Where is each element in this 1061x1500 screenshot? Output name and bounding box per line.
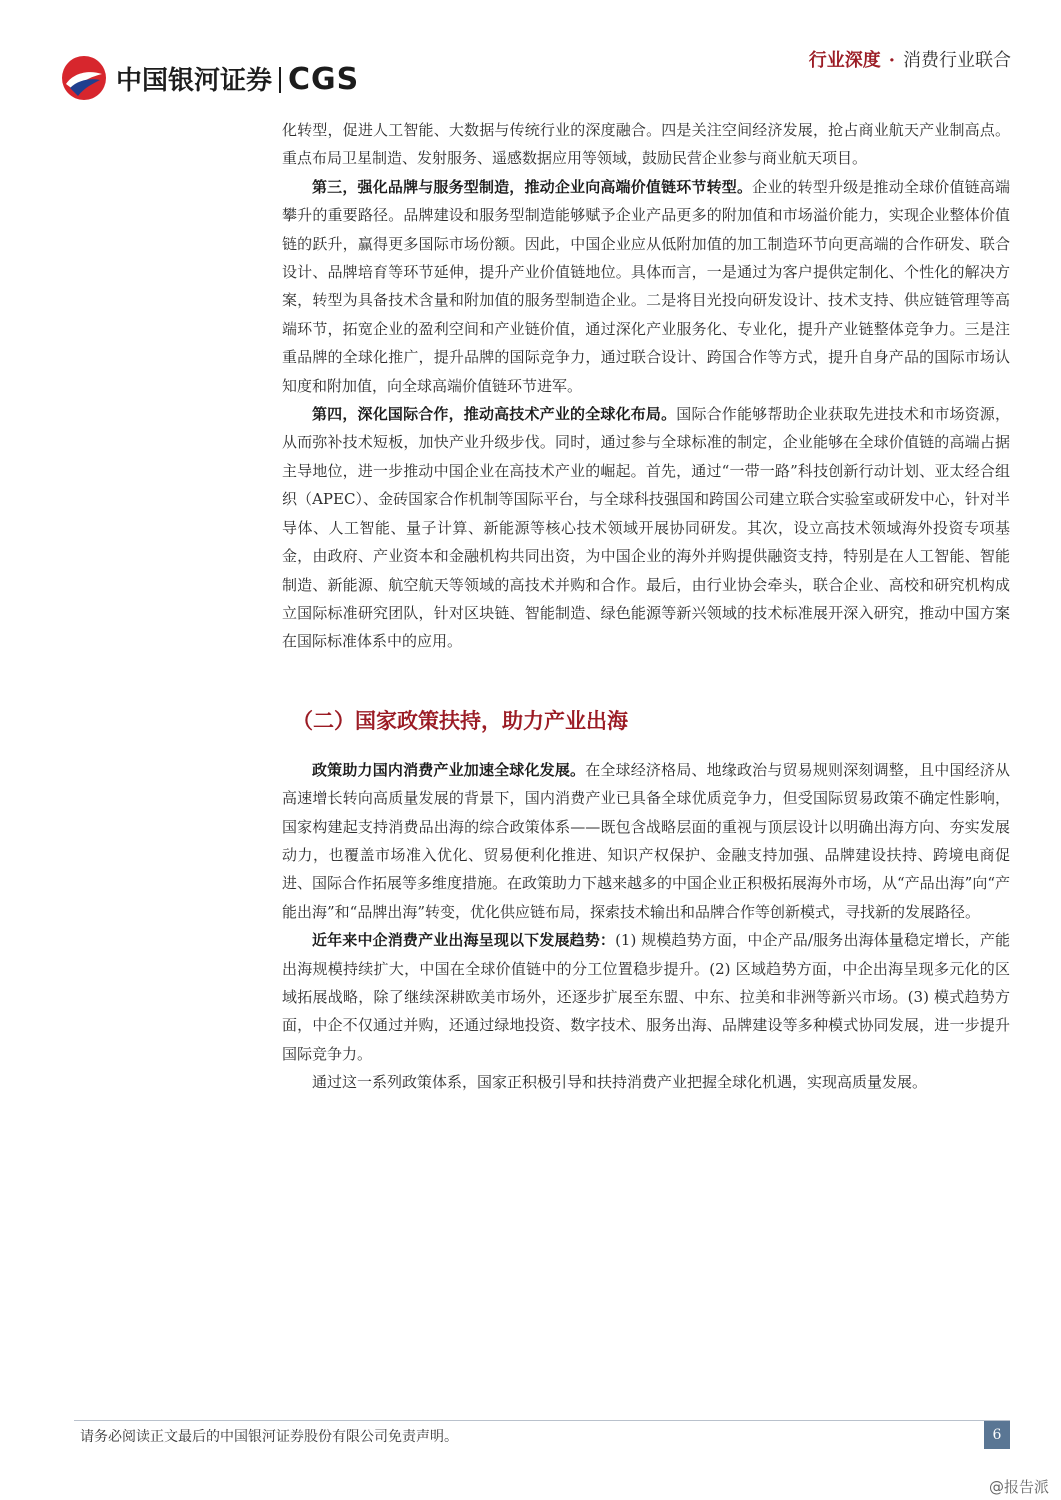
paragraph-policy (282, 756, 1010, 926)
paragraph-lead: 政策助力国内消费产业加速全球化发展。 (312, 760, 586, 779)
footer-disclaimer: 请务必阅读正文最后的中国银河证券股份有限公司免责声明。 (80, 1429, 458, 1445)
logo-wordmark (116, 60, 359, 97)
logo-cn-text: 中国银河证券 (116, 65, 273, 96)
paragraph-conclusion: 通过这一系列政策体系，国家正积极引导和扶持消费产业把握全球化机遇，实现高质量发展。 (312, 1073, 928, 1092)
paragraph-third-point (282, 173, 1010, 400)
paragraph-fourth-point (282, 400, 1010, 656)
section-heading: （二）国家政策扶持，助力产业出海 (292, 707, 628, 733)
logo-en-text: CGS (288, 61, 360, 97)
report-category: 行业深度 (808, 50, 881, 71)
document-body (282, 116, 1010, 1097)
paragraph-trends (282, 926, 1010, 1068)
paragraph-lead: 近年来中企消费产业出海呈现以下发展趋势： (312, 931, 616, 950)
logo-divider (279, 67, 281, 93)
page-number: 6 (984, 1421, 1010, 1449)
paragraph-continued: 化转型，促进人工智能、大数据与传统行业的深度融合。四是关注空间经济发展，抢占商业航天产业制高点。重点布局卫星制造、发射服务、遥感数据应用等领域，鼓励民营企业参与商业航天项目。 (282, 121, 1010, 168)
paragraph-lead: 第四，深化国际合作，推动高技术产业的全球化布局。 (312, 405, 677, 424)
report-subcategory: 消费行业联合 (903, 50, 1011, 71)
paragraph-text: 国际合作能够帮助企业获取先进技术和市场资源，从而弥补技术短板，加快产业升级步伐。同时，通过参与全球标准的制定，企业能够在全球价值链的高端占据主导地位，进一步推动中国企业在高技术产业的崛起。首先，通过“一带一路”科技创新行动计划、亚太经合组织（APEC）、金砖国家合作机制等国际平台，与全球科技强国和跨国公司建立联合实验室或研发中心，针对半导体、人工智能、量子计算、新能源等核心技术领域开展协同研发。其次，设立高技术领域海外投资专项基金，由政府、产业资本和金融机构共同出资，为中国企业的海外并购提供融资支持，特别是在人工智能、智能制造、新能源、航空航天等领域的高技术并购和合作。最后，由行业协会牵头，联合企业、高校和研究机构成立国际标准研究团队，针对区块链、智能制造、绿色能源等新兴领域的技术标准展开深入研究，推动中国方案在国际标准体系中的应用。 (282, 405, 1010, 651)
footer-divider (74, 1420, 1010, 1421)
paragraph-text: 企业的转型升级是推动全球价值链高端攀升的重要路径。品牌建设和服务型制造能够赋予企业产品更多的附加值和市场溢价能力，实现企业整体价值链的跃升，赢得更多国际市场份额。因此，中国企业应从低附加值的加工制造环节向更高端的合作研发、联合设计、品牌培育等环节延伸，提升产业价值链地位。具体而言，一是通过为客户提供定制化、个性化的解决方案，转型为具备技术含量和附加值的服务型制造企业。二是将目光投向研发设计、技术支持、供应链管理等高端环节，拓宽企业的盈利空间和产业链价值，通过深化产业服务化、专业化，提升产业链整体竞争力。三是注重品牌的全球化推广，提升品牌的国际竞争力，通过联合设计、跨国合作等方式，提升自身产品的国际市场认知度和附加值，向全球高端价值链环节进军。 (282, 177, 1010, 395)
paragraph-lead: 第三，强化品牌与服务型制造，推动企业向高端价值链环节转型。 (312, 177, 753, 196)
paragraph-text: (1) 规模趋势方面，中企产品/服务出海体量稳定增长，产能出海规模持续扩大，中国在全球价值链中的分工位置稳步提升。(2) 区域趋势方面，中企出海呈现多元化的区域拓展战略，除了继续深耕欧美市场外，还逐步扩展至东盟、中东、拉美和非洲等新兴市场。(3) 模式趋势方面，中企不仅通过并购，还通过绿地投资、数字技术、服务出海、品牌建设等多种模式协同发展，进一步提升国际竞争力。 (282, 931, 1010, 1063)
company-logo (60, 52, 390, 104)
cgs-logo-icon (60, 54, 108, 102)
watermark: @报告派 (988, 1478, 1049, 1496)
report-category-header (809, 46, 1011, 72)
header-separator: · (888, 50, 895, 71)
paragraph-text: 在全球经济格局、地缘政治与贸易规则深刻调整，且中国经济从高速增长转向高质量发展的背景下，国内消费产业已具备全球优质竞争力，但受国际贸易政策不确定性影响，国家构建起支持消费品出海的综合政策体系——既包含战略层面的重视与顶层设计以明确出海方向、夯实发展动力，也覆盖市场准入优化、贸易便利化推进、知识产权保护、金融支持加强、品牌建设扶持、跨境电商促进、国际合作拓展等多维度措施。在政策助力下越来越多的中国企业正积极拓展海外市场，从“产品出海”向“产能出海”和“品牌出海”转变，优化供应链布局，探索技术输出和品牌合作等创新模式，寻找新的发展路径。 (282, 760, 1011, 921)
